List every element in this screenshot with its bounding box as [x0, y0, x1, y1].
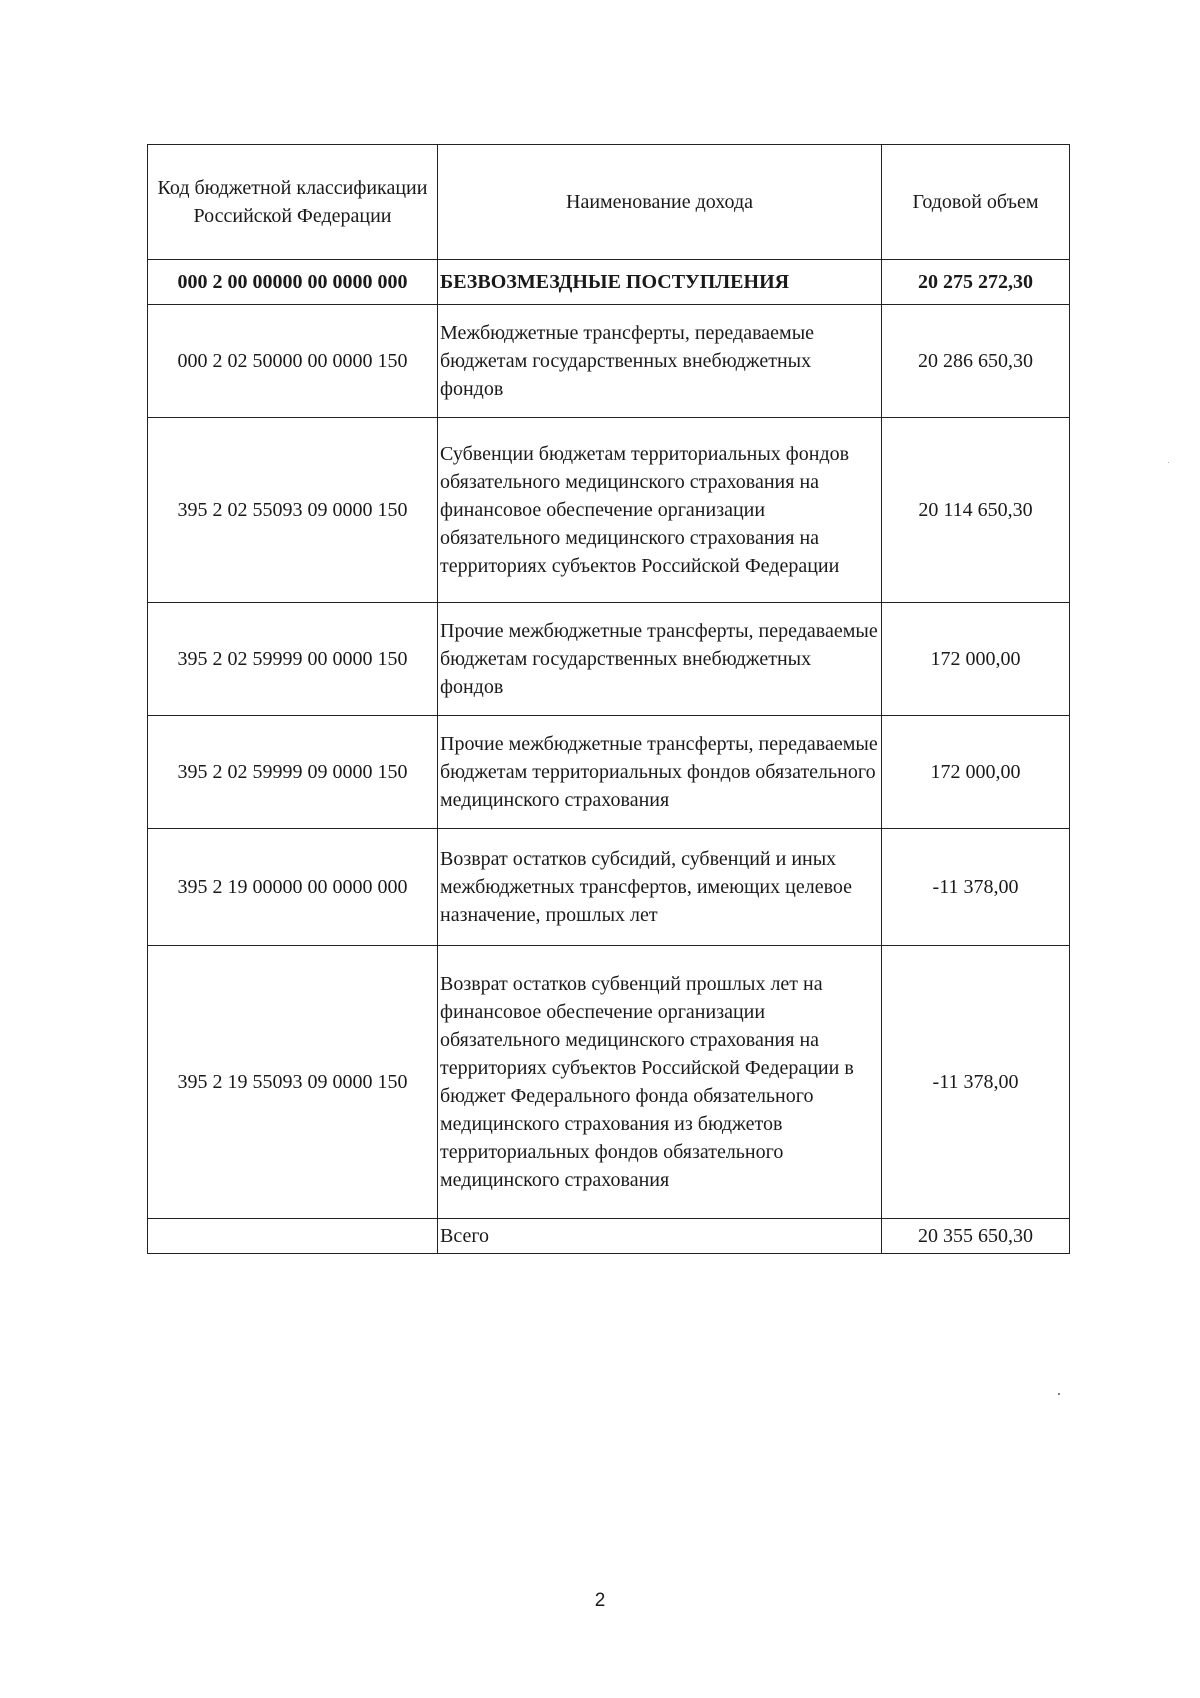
row-name: Субвенции бюджетам территориальных фондов обязательного медицинского страхования на финансовое обеспечение организации обязательного медицинского страхования на территориях субъектов Российской Федерации: [438, 418, 882, 603]
table-row: [148, 260, 1070, 305]
row-name: Межбюджетные трансферты, передаваемые бюджетам государственных внебюджетных фондов: [438, 305, 882, 418]
header-name: Наименование дохода: [438, 145, 882, 260]
table-row: [148, 418, 1070, 603]
row-code: 395 2 02 59999 00 0000 150: [148, 603, 438, 716]
total-row: [148, 1219, 1070, 1254]
table-row: [148, 716, 1070, 829]
table-row: [148, 305, 1070, 418]
row-volume: 20 275 272,30: [882, 260, 1070, 305]
page-number: 2: [594, 1590, 606, 1611]
total-volume: 20 355 650,30: [882, 1219, 1070, 1254]
total-label: Всего: [438, 1219, 882, 1254]
row-code: 000 2 00 00000 00 0000 000: [148, 260, 438, 305]
scan-speck: [1058, 1393, 1060, 1395]
row-name: БЕЗВОЗМЕЗДНЫЕ ПОСТУПЛЕНИЯ: [438, 260, 882, 305]
row-code: 395 2 19 55093 09 0000 150: [148, 946, 438, 1219]
table-header-row: [148, 145, 1070, 260]
row-volume: 20 114 650,30: [882, 418, 1070, 603]
row-name: Возврат остатков субсидий, субвенций и иных межбюджетных трансфертов, имеющих целевое назначение, прошлых лет: [438, 829, 882, 946]
header-volume: Годовой объем: [882, 145, 1070, 260]
row-name: Прочие межбюджетные трансферты, передаваемые бюджетам территориальных фондов обязательного медицинского страхования: [438, 716, 882, 829]
row-code: 395 2 19 00000 00 0000 000: [148, 829, 438, 946]
table-row: [148, 829, 1070, 946]
row-volume: -11 378,00: [882, 946, 1070, 1219]
revenue-table: [147, 144, 1070, 1254]
row-volume: 172 000,00: [882, 603, 1070, 716]
header-code: Код бюджетной классификации Российской Федерации: [148, 145, 438, 260]
total-code: [148, 1219, 438, 1254]
table-row: [148, 603, 1070, 716]
row-name: Возврат остатков субвенций прошлых лет на финансовое обеспечение организации обязательного медицинского страхования на территориях субъектов Российской Федерации в бюджет Федерального фонда обязательного медицинского страхования из бюджетов территориальных фондов обязательного медицинского страхования: [438, 946, 882, 1219]
row-code: 395 2 02 55093 09 0000 150: [148, 418, 438, 603]
table-row: [148, 946, 1070, 1219]
scan-speck: [1168, 462, 1169, 463]
row-code: 395 2 02 59999 09 0000 150: [148, 716, 438, 829]
row-code: 000 2 02 50000 00 0000 150: [148, 305, 438, 418]
row-volume: 20 286 650,30: [882, 305, 1070, 418]
row-name: Прочие межбюджетные трансферты, передаваемые бюджетам государственных внебюджетных фондов: [438, 603, 882, 716]
row-volume: -11 378,00: [882, 829, 1070, 946]
row-volume: 172 000,00: [882, 716, 1070, 829]
